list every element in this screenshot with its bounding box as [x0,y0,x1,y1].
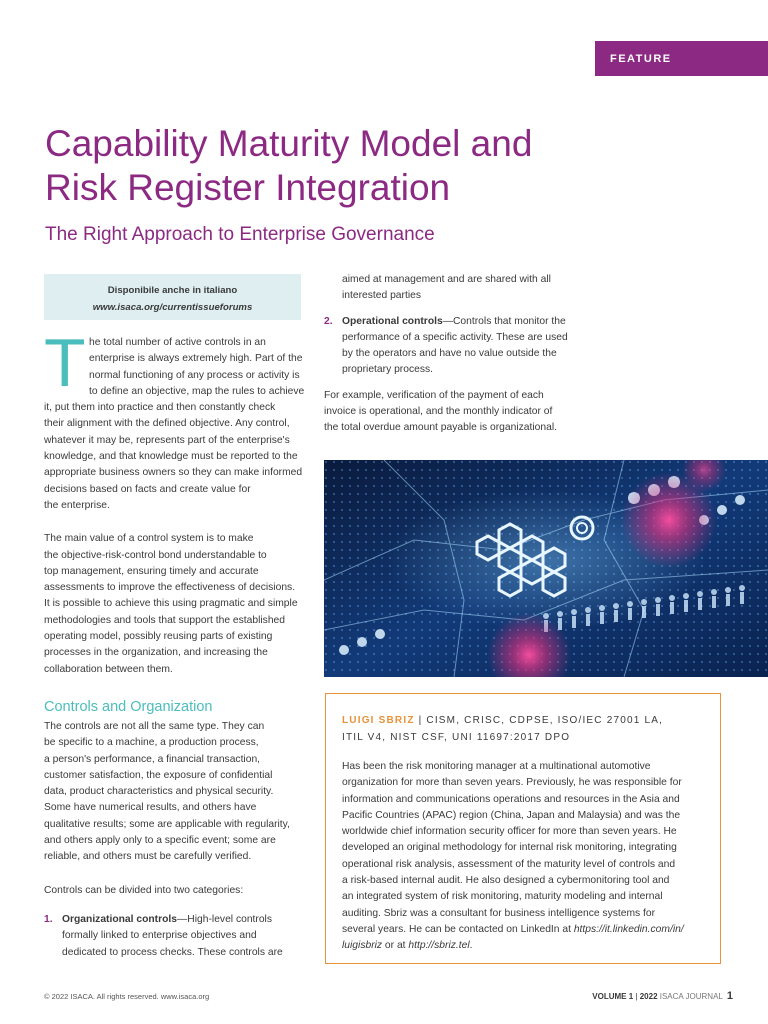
author-bio-text [342,759,704,955]
language-url[interactable]: www.isaca.org/currentissueforums [92,302,253,313]
text-line: aimed at management and are shared with all [342,274,551,285]
text-line: proprietary process. [342,364,433,376]
text-line: to define an objective, map the rules to achieve [89,385,305,397]
linkedin-link-cont[interactable]: luigisbriz [342,940,383,952]
text-line: methodologies and tools that support the established [44,614,285,626]
feature-tab [595,41,768,76]
text-line: and others apply only to a specific event; some are [44,835,276,847]
text-line: enterprise is always extremely high. Part of the [89,353,303,365]
text-line: —Controls that monitor the [442,315,566,327]
journal-name: ISACA JOURNAL [657,992,723,1001]
continued-list-text [324,272,580,305]
categories-intro: Controls can be divided into two categories: [44,884,244,896]
section-heading: Controls and Organization [44,698,213,715]
text-line: performance of a specific activity. These are used [342,331,568,343]
list-number: 2. [324,315,333,327]
text-line: Pacific Countries (APAC) region (China, Japan and Malaysia) and was the [342,809,681,821]
credentials-line: ITIL V4, NIST CSF, UNI 11697:2017 DPO [342,732,571,743]
text-line: by the operators and have no value outside the [342,348,557,360]
text-line: several years. He can be contacted on LinkedIn at [342,923,574,935]
linkedin-link[interactable]: https://it.linkedin.com/in/ [573,923,684,935]
page-number: 1 [726,990,733,1002]
text-line: top management, ensuring timely and accurate [44,565,259,577]
left-column [44,274,305,961]
text-line: knowledge, and that knowledge must be reported to the [44,451,298,463]
text-line: operational risk analysis, assessment of the maturity level of controls and [342,858,676,870]
author-name: LUIGI SBRIZ [342,715,415,726]
text-line: appropriate business owners so they can make informed [44,467,303,479]
text-line: organization for more than seven years. Previously, he was responsible for [342,777,682,789]
text-line: data, product characteristics and physical security. [44,786,274,798]
text-line: —High-level controls [177,913,272,925]
footer-copyright: © 2022 ISACA. All rights reserved. www.isaca.org [44,992,210,1001]
text-line: normal functioning of any process or activity is [89,369,300,381]
author-credentials [342,712,704,746]
text-line: he total number of active controls in an [89,337,266,348]
intro-paragraph [44,325,305,514]
text-line: assessments to improve the effectiveness of decisions. [44,582,296,594]
list-item-organizational [44,912,302,961]
text-line: decisions based on facts and create value for [44,483,251,495]
text-line: interested parties [342,290,421,302]
text-line: Some have numerical results, and others have [44,802,257,814]
text-line: be specific to a machine, a production process, [44,737,259,749]
website-link[interactable]: http://sbriz.tel [408,940,470,952]
text-line: it, put them into practice and then constantly check [44,402,276,414]
language-note: Disponibile anche in italiano [107,285,238,296]
title-line: Risk Register Integration [45,167,451,208]
text-line: an integrated system of risk monitoring, maturity modeling and internal [342,891,663,903]
volume-label: VOLUME 1 [592,992,634,1001]
text-fragment: or at [382,940,409,952]
text-line: the objective-risk-control bond understandable to [44,549,267,561]
footer-issue-info [592,990,733,1002]
text-line: It is possible to achieve this using pragmatic and simple [44,598,298,610]
text-line: reliable, and others must be carefully verified. [44,851,252,863]
author-bio-box [325,693,721,964]
text-line: invoice is operational, and the monthly indicator of [324,406,553,418]
text-fragment: . [469,940,473,952]
separator: | [633,992,640,1001]
text-line: For example, verification of the payment of each [324,389,544,401]
text-line: customer satisfaction, the exposure of confidential [44,769,273,781]
text-line: processes in the organization, and increasing the [44,647,268,659]
article-title [45,122,645,210]
text-line: whatever it may be, represents part of the enterprise's [44,434,290,446]
feature-label: FEATURE [610,52,672,65]
text-line: a person's performance, a financial transaction, [44,753,261,765]
text-line: worldwide chief information security officer for more than seven years. He [342,826,677,838]
controls-paragraph [44,719,302,866]
text-line: Has been the risk monitoring manager at a multinational automotive [342,761,651,772]
credentials-line: | CISM, CRISC, CDPSE, ISO/IEC 27001 LA, [414,715,664,726]
text-line: dedicated to process checks. These controls are [62,946,283,958]
example-paragraph [324,388,580,437]
drop-cap: T [44,325,86,401]
list-number: 1. [44,913,53,925]
text-line: operating model, possibly reusing parts of existing [44,631,273,643]
value-paragraph [44,531,302,678]
text-line: The controls are not all the same type. They can [44,720,265,732]
language-box [44,274,301,320]
text-line: The main value of a control system is to make [44,533,254,545]
text-line: collaboration between them. [44,663,173,675]
list-item-operational [324,314,580,379]
text-line: information and communications operations and resources in the Asia and [342,793,680,805]
middle-column [324,272,580,437]
text-line: auditing. Sbriz was a consultant for business intelligence systems for [342,907,656,919]
text-line: the enterprise. [44,499,110,511]
list-item-title: Operational controls [342,315,443,327]
text-line: the total overdue amount payable is organizational. [324,422,557,434]
network-illustration [324,460,768,677]
title-line: Capability Maturity Model and [45,123,533,164]
list-item-title: Organizational controls [62,913,177,925]
text-line: qualitative results; some are applicable with regularity, [44,818,290,830]
article-subtitle: The Right Approach to Enterprise Governance [45,224,435,245]
year-label: 2022 [639,992,658,1001]
text-line: developed an original methodology for internal risk monitoring, integrating [342,842,677,854]
text-line: a risk-based internal audit. He also designed a cybermonitoring tool and [342,875,670,887]
text-line: their alignment with the defined objective. Any control, [44,418,290,430]
text-line: formally linked to enterprise objectives and [62,930,257,942]
